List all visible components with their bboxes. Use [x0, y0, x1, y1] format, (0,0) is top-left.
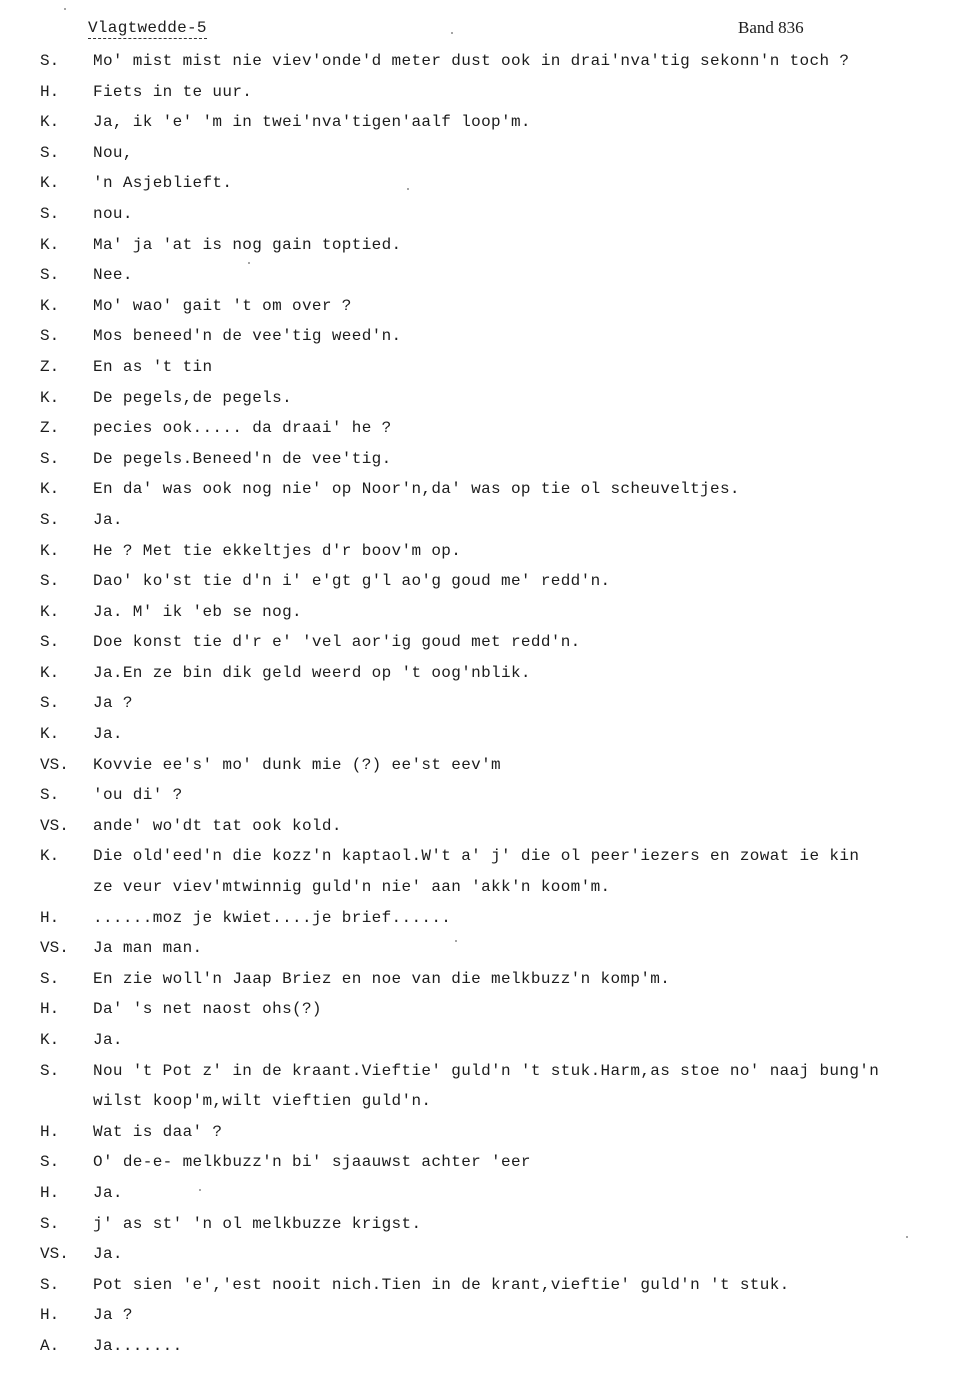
scan-speck: [906, 1236, 908, 1238]
utterance-text: Ja. M' ik 'eb se nog.: [93, 602, 302, 621]
speaker-label: S.: [40, 786, 60, 805]
speaker-label: S.: [40, 510, 60, 529]
scan-speck: [451, 32, 453, 34]
utterance-text: Ja man man.: [93, 939, 203, 958]
utterance-text: Ja ?: [93, 1306, 133, 1325]
utterance-text: Ja.: [93, 1031, 123, 1049]
utterance-text: pecies ook..... da draai' he ?: [93, 419, 392, 438]
speaker-label: S.: [40, 572, 60, 591]
speaker-label: S.: [40, 1275, 60, 1294]
utterance-text: Wat is daa' ?: [93, 1122, 223, 1141]
utterance-text: j' as st' 'n ol melkbuzze krigst.: [93, 1214, 422, 1233]
utterance-text: Doe konst tie d'r e' 'vel aor'ig goud met redd'n.: [93, 633, 581, 652]
transcript-line: [0, 168, 973, 199]
transcript-line: [0, 138, 973, 169]
utterance-text: Ja.: [93, 510, 123, 529]
utterance-text: Ja.: [93, 1245, 123, 1264]
transcript-line: [0, 1209, 973, 1240]
speaker-label: S.: [40, 204, 60, 223]
utterance-text: Fiets in te uur.: [93, 82, 253, 101]
speaker-label: Z.: [40, 357, 60, 376]
utterance-text: He ? Met tie ekkeltjes d'r boov'm op.: [93, 541, 462, 560]
transcript-line: [0, 474, 973, 505]
transcript-line: [0, 1178, 973, 1209]
utterance-text: Mos beneed'n de vee'tig weed'n.: [93, 327, 402, 346]
utterance-text: nou.: [93, 204, 133, 223]
utterance-text: Nou 't Pot z' in de kraant.Vieftie' guld'n 't stuk.Harm,as stoe no' naaj bung'n: [93, 1061, 880, 1080]
utterance-text: Ja.: [93, 725, 123, 744]
transcript-line: [0, 413, 973, 444]
transcript-line-continuation: [0, 1086, 973, 1117]
transcript-line: [0, 964, 973, 995]
speaker-label: K.: [40, 174, 60, 193]
utterance-text: Nee.: [93, 266, 133, 285]
utterance-text: ze veur viev'mtwinnig guld'n nie' aan 'akk'n koom'm.: [93, 878, 611, 897]
transcript-line: [0, 1270, 973, 1301]
transcript-location-header: Vlagtwedde-5: [88, 19, 207, 37]
transcript-line: [0, 46, 973, 77]
scan-speck: [64, 8, 66, 10]
transcript-line-continuation: [0, 872, 973, 903]
transcript-line: [0, 1147, 973, 1178]
transcript-line: [0, 107, 973, 138]
scan-speck: [407, 188, 409, 190]
speaker-label: S.: [40, 449, 60, 468]
utterance-text: Ja ?: [93, 694, 133, 713]
transcript-line: [0, 536, 973, 567]
transcript-line: [0, 750, 973, 781]
speaker-label: S.: [40, 1214, 60, 1233]
utterance-text: Dao' ko'st tie d'n i' e'gt g'l ao'g goud me' redd'n.: [93, 572, 611, 591]
speaker-label: VS.: [40, 755, 69, 774]
speaker-label: K.: [40, 602, 60, 621]
speaker-label: H.: [40, 1183, 60, 1202]
transcript-line: [0, 1300, 973, 1331]
speaker-label: S.: [40, 1061, 60, 1080]
transcript-line: [0, 199, 973, 230]
utterance-text: O' de-e- melkbuzz'n bi' sjaauwst achter 'eer: [93, 1153, 531, 1172]
utterance-text: Nou,: [93, 143, 133, 162]
speaker-label: S.: [40, 1153, 60, 1172]
utterance-text: Kovvie ee's' mo' dunk mie (?) ee'st eev'm: [93, 755, 502, 774]
transcript-line: [0, 260, 973, 291]
utterance-text: ......moz je kwiet....je brief......: [93, 908, 452, 927]
utterance-text: De pegels.Beneed'n de vee'tig.: [93, 449, 392, 468]
speaker-label: S.: [40, 633, 60, 652]
utterance-text: Mo' wao' gait 't om over ?: [93, 296, 352, 315]
transcript-line: [0, 658, 973, 689]
speaker-label: K.: [40, 541, 60, 560]
speaker-label: K.: [40, 388, 60, 407]
speaker-label: Z.: [40, 419, 60, 438]
speaker-label: VS.: [40, 1245, 69, 1264]
transcript-line: [0, 688, 973, 719]
utterance-text: Pot sien 'e','est nooit nich.Tien in de krant,vieftie' guld'n 't stuk.: [93, 1275, 790, 1294]
transcript-line: [0, 383, 973, 414]
transcript-line: [0, 444, 973, 475]
transcript-line: [0, 780, 973, 811]
speaker-label: K.: [40, 725, 60, 744]
speaker-label: H.: [40, 1122, 60, 1141]
speaker-label: H.: [40, 82, 60, 101]
speaker-label: S.: [40, 266, 60, 285]
transcript-line: [0, 719, 973, 750]
transcript-line: [0, 627, 973, 658]
transcript-line: [0, 321, 973, 352]
transcript-line: [0, 841, 973, 872]
transcript-line: [0, 1239, 973, 1270]
speaker-label: K.: [40, 1031, 60, 1049]
utterance-text: Da' 's net naost ohs(?): [93, 1000, 322, 1019]
transcript-line: [0, 597, 973, 628]
transcript-line: [0, 352, 973, 383]
utterance-text: wilst koop'm,wilt vieftien guld'n.: [93, 1092, 432, 1111]
utterance-text: En as 't tin: [93, 357, 213, 376]
transcript-line: [0, 505, 973, 536]
speaker-label: S.: [40, 143, 60, 162]
speaker-label: K.: [40, 847, 60, 866]
transcript-line: [0, 1331, 973, 1362]
speaker-label: K.: [40, 296, 60, 315]
transcript-line: [0, 994, 973, 1025]
utterance-text: Ja.: [93, 1183, 123, 1202]
utterance-text: En da' was ook nog nie' op Noor'n,da' was op tie ol scheuveltjes.: [93, 480, 740, 499]
utterance-text: 'ou di' ?: [93, 786, 183, 805]
utterance-text: Ma' ja 'at is nog gain toptied.: [93, 235, 402, 254]
utterance-text: Ja.......: [93, 1336, 183, 1355]
speaker-label: S.: [40, 52, 60, 70]
transcript-line: [0, 903, 973, 934]
transcript-line: [0, 1056, 973, 1087]
transcript-line: [0, 1025, 973, 1056]
utterance-text: De pegels,de pegels.: [93, 388, 293, 407]
scan-speck: [455, 940, 457, 942]
transcript-line: [0, 566, 973, 597]
utterance-text: Ja.En ze bin dik geld weerd op 't oog'nblik.: [93, 663, 531, 682]
speaker-label: K.: [40, 113, 60, 132]
transcript-line: [0, 291, 973, 322]
scan-speck: [248, 262, 250, 264]
speaker-label: A.: [40, 1336, 60, 1355]
transcript-line: [0, 230, 973, 261]
speaker-label: K.: [40, 663, 60, 682]
transcript-line: [0, 1117, 973, 1148]
scan-speck: [199, 1189, 201, 1191]
transcript-line: [0, 933, 973, 964]
transcript-lines: [0, 46, 973, 1362]
speaker-label: VS.: [40, 939, 69, 958]
speaker-label: H.: [40, 1306, 60, 1325]
speaker-label: S.: [40, 327, 60, 346]
tape-number-header: Band 836: [738, 18, 804, 37]
speaker-label: K.: [40, 480, 60, 499]
speaker-label: S.: [40, 969, 60, 988]
speaker-label: K.: [40, 235, 60, 254]
utterance-text: Ja, ik 'e' 'm in twei'nva'tigen'aalf loop'm.: [93, 113, 531, 132]
utterance-text: ande' wo'dt tat ook kold.: [93, 816, 342, 835]
utterance-text: Mo' mist mist nie viev'onde'd meter dust ook in drai'nva'tig sekonn'n toch ?: [93, 52, 850, 70]
transcript-line: [0, 811, 973, 842]
utterance-text: 'n Asjeblieft.: [93, 174, 233, 193]
utterance-text: En zie woll'n Jaap Briez en noe van die melkbuzz'n komp'm.: [93, 969, 671, 988]
utterance-text: Die old'eed'n die kozz'n kaptaol.W't a' j' die ol peer'iezers en zowat ie kin: [93, 847, 860, 866]
transcript-line: [0, 77, 973, 108]
speaker-label: H.: [40, 908, 60, 927]
speaker-label: VS.: [40, 816, 69, 835]
speaker-label: H.: [40, 1000, 60, 1019]
speaker-label: S.: [40, 694, 60, 713]
